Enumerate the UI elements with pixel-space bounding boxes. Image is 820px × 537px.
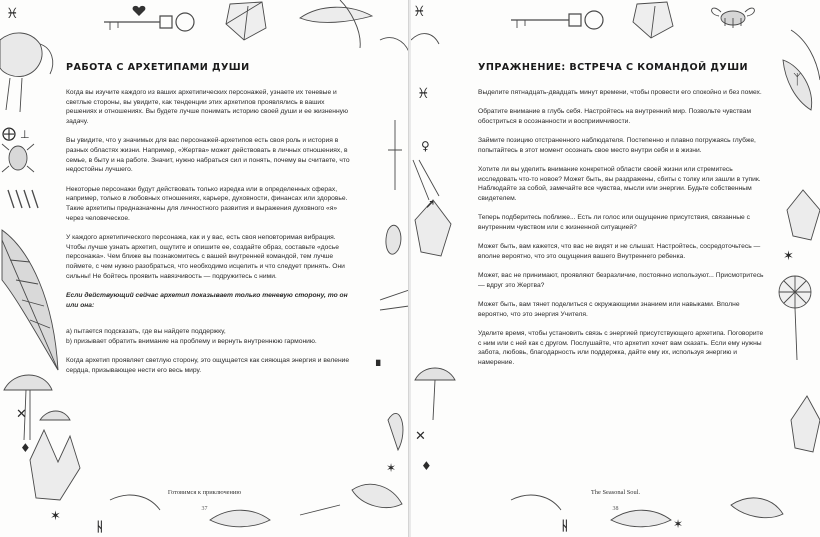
right-page-content [478,62,768,377]
svg-text:✕: ✕ [415,429,426,444]
left-list-item-b: b) призывает обратить внимание на проблему и вернуть внутреннюю гармонию. [66,338,317,346]
right-page-heading: УПРАЖНЕНИЕ: ВСТРЕЧА С КОМАНДОЙ ДУШИ [478,62,749,73]
svg-text:ᚺ: ᚺ [96,520,104,535]
left-page-heading: РАБОТА С АРХЕТИПАМИ ДУШИ [66,62,250,73]
astro-symbol-left-top: ♓ [6,6,19,22]
right-paragraph-7: Может, вас не принимают, проявляют безразличие, постоянно используют... Присмотритесь — вдруг это Жертва? [478,272,764,289]
beetle-illustration [9,146,27,170]
left-paragraph-4: У каждого архетипического персонажа, как и у вас, есть своя неповторимая вибрация. Чтобы лучше узнать архетип, ощутите и опишите ее, создайте образ, составьте «досье персонажа». Чем ближе вы познакомитесь с вашей внутренней командой, тем лучше поймете, с чем нужно разобраться, что необходимо исцелить и что следует принять. Они сильны! Не бойтесь проявить навязчивость — подружитесь с ними. [66,233,345,280]
left-page-content [66,62,350,385]
left-list [66,327,350,346]
left-page [0,0,409,537]
right-page-number: 38 [612,506,619,512]
mushroom-left [415,368,455,380]
right-page [411,0,820,537]
right-paragraph-2: Обратите внимание в глубь себя. Настройтесь на внутренний мир. Позвольте чувствам обостриться в осознанности и восприимчивости. [478,108,752,125]
svg-text:✶: ✶ [673,517,684,531]
right-paragraph-1: Выделите пятнадцать-двадцать минут времени, чтобы провести его спокойно и без помех. [478,89,762,96]
glyph-ornament-right: ᛉ [793,72,802,88]
astro-symbol-right-top: ♓ [413,4,426,20]
left-paragraph-1: Когда вы изучите каждого из ваших архетипических персонажей, узнаете их теневые и светлые стороны, вы увидите, как тенденции этих архетипов проявлялись в ваших решениях и отношениях. Вы будете лучше понимать историю своей души и ее жизненную задачу. [66,89,349,126]
svg-text:♦: ♦ [20,441,31,455]
feather-illustration [2,230,58,370]
right-paragraph-4: Хотите ли вы уделить внимание конкретной области своей жизни или стремитесь исследовать что-то новое? Может быть, вы раздражены, сбиты с толку или зашли в тупик. Наблюдайте за собой, замечайте все чувства, мысли или энергии. Будьте собственным свидетелем. [478,166,761,203]
right-footer: The Seasonal Soul. [590,489,641,496]
svg-text:✶: ✶ [783,249,794,264]
right-paragraph-6: Может быть, вам кажется, что вас не видят и не слышат. Настройтесь, сосредоточьтесь — вполне вероятно, что это ощущения вашего Внутреннего ребенка. [478,243,761,260]
svg-text:↗: ↗ [425,197,436,211]
leaf-illustration [300,7,372,22]
mushroom-illustration [4,375,52,390]
svg-text:✕: ✕ [16,407,27,422]
left-paragraph-3: Некоторые персонажи будут действовать только изредка или в определенных сферах, например, только в любовных отношениях, карьере, духовности, финансах или здоровье. Такие архетипы предназначены для личностного развития и выражения духовного «я» через человеческое. [66,185,348,222]
tally-marks [8,190,38,208]
svg-text:♦: ♦ [421,459,432,473]
right-paragraph-8: Может быть, вам тянет поделиться с окружающими знанием или навыками. Вполне вероятно, что это энергия Учителя. [478,301,740,318]
svg-text:∎: ∎ [374,355,383,370]
svg-text:♀: ♀ [421,139,430,153]
right-paragraph-9: Уделите время, чтобы установить связь с энергией присутствующего архетипа. Поговорите с ним или с ней как с другом. Послушайте, что архетип хочет вам сказать. Если ему нужны забота, любовь, благодарность или поддержка, дайте ему их, используя энергию и намерение. [478,329,764,367]
glyph-ornament-left: ⨁ [2,126,16,142]
svg-text:♓: ♓ [417,86,430,102]
heart-icon [133,6,146,16]
key-illustration [104,13,194,31]
left-emphasis-paragraph: Если действующий сейчас архетип показывает только теневую сторону, то он или она: [66,291,348,309]
left-page-number: 37 [201,506,208,512]
svg-text:ᚺ: ᚺ [561,519,569,534]
ornament-right [388,120,402,190]
left-footer: Готовимся к приключению [167,489,242,496]
right-paragraph-5: Теперь подберитесь поближе... Есть ли голос или ощущение присутствия, связанные с внутренним чувством или с жизненной ситуацией? [478,214,750,232]
left-paragraph-2: Вы увидите, что у значимых для вас персонажей-архетипов есть своя роль и история в разных областях жизни. Например, «Жертва» может действовать в личных отношениях, в семье, в быту и на работе. Значит, нужно набраться сил и понять, почему вы считаете, что недостойны лучшего. [66,137,350,174]
svg-text:✶: ✶ [386,461,397,475]
ram-skull-illustration [0,33,42,77]
svg-text:✶: ✶ [50,509,61,524]
right-paragraph-3: Займите позицию отстраненного наблюдателя. Постепенно и плавно погружаясь глубже, попытайтесь в этот момент осознать свое место внутри себя и в жизни. [478,137,756,154]
left-closing-paragraph: Когда архетип проявляет светлую сторону, это ощущается как сияющая энергия и веление сердца, призывающее нести его весь миру. [66,357,350,374]
left-list-item-a: а) пытается подсказать, где вы найдете поддержку, [66,328,226,336]
svg-text:⊥: ⊥ [20,128,30,141]
